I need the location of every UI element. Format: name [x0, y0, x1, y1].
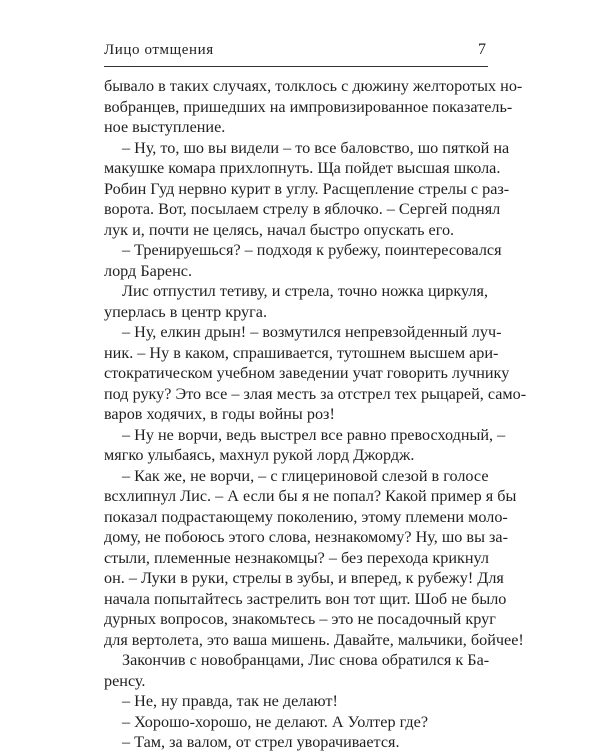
text-line: под руку? Это все – злая месть за отстрел тех рыцарей, само- [104, 384, 527, 403]
text-line: – Ну не ворчи, ведь выстрел все равно превосходный, – [122, 425, 506, 444]
text-line: ворота. Вот, посылаем стрелу в яблочко. – Сергей поднял [104, 200, 501, 218]
paragraph-9 [104, 691, 488, 712]
text-line: – Как же, не ворчи, – с глицериновой слезой в голосе [122, 466, 489, 485]
text-line: лук и, почти не целясь, начал быстро опускать его. [104, 220, 455, 239]
text-line: – Хорошо-хорошо, не делают. А Уолтер где? [122, 712, 429, 731]
paragraph-2 [104, 138, 510, 241]
paragraph-4 [104, 281, 488, 322]
text-line: он. – Луки в руки, стрелы в зубы, и вперед, к рубежу! Для [104, 569, 504, 587]
text-line: Робин Гуд нервно курит в углу. Расщепление стрелы с раз- [104, 179, 510, 198]
text-line: варов ходячих, в годы войны роз! [104, 405, 335, 423]
text-line: ренсу. [104, 671, 146, 690]
text-line: стыли, племенные незнакомцы? – без перехода крикнул [104, 548, 489, 567]
paragraph-11 [104, 732, 488, 753]
text-line: вобранцев, пришедших на импровизированное показатель- [104, 97, 513, 116]
paragraph-5 [104, 322, 527, 425]
text-line: – Тренируешься? – подходя к рубежу, поинтересовался [122, 241, 502, 259]
text-line: лорд Баренс. [104, 261, 192, 280]
text-line: Закончив с новобранцами, Лис снова обратился к Ба- [122, 651, 490, 669]
text-line: дурных вопросов, знакомьтесь – это не посадочный круг [104, 610, 496, 628]
paragraph-3 [104, 240, 502, 281]
text-line: – Ну, то, шо вы видели – то все баловство, шо пяткой на [122, 138, 510, 157]
text-line: – Не, ну правда, так не делают! [122, 692, 338, 710]
paragraph-1 [104, 76, 523, 138]
text-line: всхлипнул Лис. – А если бы я не попал? Какой пример я бы [104, 487, 517, 505]
running-title: Лицо отмщения [104, 42, 214, 58]
header-rule [104, 66, 488, 67]
text-line: – Там, за валом, от стрел уворачивается. [122, 733, 400, 751]
running-header [104, 40, 488, 64]
text-line: для вертолета, это ваша мишень. Давайте, мальчики, бойчее! [104, 630, 524, 649]
text-line: показал подрастающему поколению, этому племени моло- [104, 507, 508, 526]
paragraph-7 [104, 466, 524, 651]
paragraph-10 [104, 712, 488, 733]
text-line: ное выступление. [104, 118, 226, 136]
text-line: макушке комара прихлопнуть. Ща пойдет высшая школа. [104, 159, 501, 177]
paragraph-8 [104, 650, 488, 691]
text-line: Лис отпустил тетиву, и стрела, точно ножка циркуля, [122, 282, 488, 300]
text-line: дому, не побоюсь этого слова, незнакомому? Ну, шо вы за- [104, 528, 508, 546]
page-number: 7 [478, 41, 486, 58]
body-text [104, 76, 527, 753]
text-line: уперлась в центр круга. [104, 302, 268, 321]
text-line: стократическом учебном заведении учат говорить лучнику [104, 364, 510, 382]
text-line: бывало в таких случаях, толклось с дюжину желторотых но- [104, 77, 523, 95]
text-line: мягко улыбаясь, махнул рукой лорд Джордж. [104, 446, 415, 464]
text-line: начала попытайтесь застрелить вон тот щит. Шоб не было [104, 589, 507, 608]
text-line: – Ну, елкин дрын! – возмутился непревзойденный луч- [122, 323, 502, 341]
text-line: ник. – Ну в каком, спрашивается, тутошнем высшем ари- [104, 343, 499, 362]
paragraph-6 [104, 425, 506, 466]
